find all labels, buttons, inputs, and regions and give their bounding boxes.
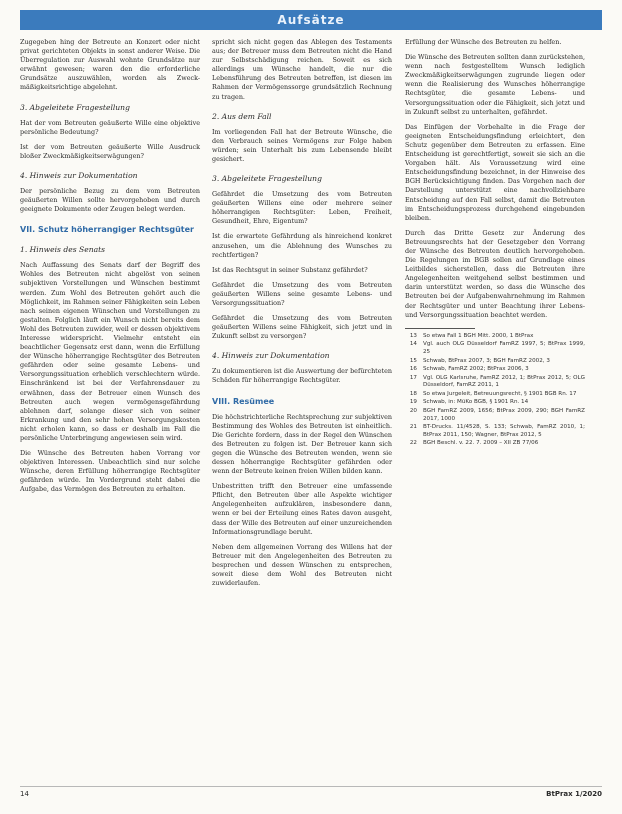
footnote-number: 19	[409, 399, 417, 406]
paragraph: Unbestritten trifft den Betreuer eine umfassende Pflicht, den Betreuten über alle Aspekte wichtiger Angelegenheiten aufzuklären, insbesondere dann, wenn er bei der Erteilung eines Rates davon ausgeht, dass der Wille des Betreuten auf einer unzureichenden Informationsgrundlage beruht.	[212, 482, 392, 536]
footnotes	[405, 333, 585, 448]
paragraph: Im vorliegenden Fall hat der Betreute Wünsche, die den Verbrauch seines Vermögens zur Folge haben würden; sein Unterhalt bis zum Lebensende bleibt gesichert.	[212, 127, 392, 163]
paragraph: Die höchstrichterliche Rechtsprechung zur subjektiven Bestimmung des Wohles des Betreuten ist einheitlich. Die Gerichte fordern, dass in der Regel den Wünschen des Betreuten zu folgen ist. Der Betreuer kann sich gegen die Wünsche des Betreuten wenden, wenn sie dessen höherrangige Rechtsgüter gefährden oder wenn der Betreute keinen freien Willen bilden kann.	[212, 412, 392, 476]
paragraph: Neben dem allgemeinen Vorrang des Willens hat der Betreuer mit den Angelegenheiten des Betreuten zu besprechen und dessen Wünschen zu entsprechen, soweit diese dem Wohl des Betreuten nicht zuwiderlaufen.	[212, 542, 392, 588]
section-heading: 1. Hinweis des Senats	[20, 245, 106, 255]
footnote-text: Vgl. auch OLG Düsseldorf FamRZ 1997, 5; BtPrax 1999, 25	[423, 341, 585, 355]
footnote	[405, 358, 585, 366]
paragraph: Die Wünsche des Betreuten sollten dann zurückstehen, wenn nach festgestelltem Wunsch lediglich Zweckmäßigkeitserwägungen zugrunde liegen oder wenn die Realisierung des Wunsches höherrangige Rechtsgüter, die gesamte Lebens- und Versorgungssituation oder die Fähigkeit, sich jetzt und in Zukunft selbst zu unterhalten, gefährdet.	[405, 53, 585, 116]
footnote-text: BGH Beschl. v. 22. 7. 2009 – XII ZB 77/06	[423, 440, 539, 447]
footnote-text: BT-Drucks. 11/4528, S. 133; Schwab, FamRZ 2010, 1; BtPrax 2011, 150; Wagner, BtPrax 2012, 5	[423, 424, 585, 438]
section-heading: 3. Abgeleitete Fragestellung	[212, 174, 322, 184]
paragraph: Der persönliche Bezug zu dem vom Betreuten geäußerten Willen sollte hervorgehoben und durch geeignete Dokumente oder Zeugen belegt werden.	[20, 186, 200, 214]
footnote	[405, 333, 585, 341]
section-heading: 3. Abgeleitete Fragestellung	[20, 102, 130, 112]
footnote-number: 20	[409, 408, 417, 415]
footnote-text: Schwab, FamRZ 2002; BtPrax 2006, 3	[423, 366, 529, 373]
footnote	[405, 375, 585, 390]
footnote-number: 13	[409, 332, 417, 339]
footnote-number: 18	[409, 390, 417, 397]
column-1	[20, 38, 200, 501]
paragraph: Erfüllung der Wünsche des Betreuten zu helfen.	[405, 38, 562, 46]
paragraph: Gefährdet die Umsetzung des vom Betreuten geäußerten Willens seine Fähigkeit, sich jetzt und in Zukunft selbst zu versorgen?	[212, 314, 392, 341]
paragraph: Die Wünsche des Betreuten haben Vorrang vor objektiven Interessen. Unbeachtlich sind nur solche Wünsche, deren Erfüllung höherrangige Rechtsgüter gefährden würde. Im Vordergrund steht dabei die Aufgabe, das Vermögen des Betreuten zu erhalten.	[20, 449, 200, 494]
footnote-number: 17	[409, 374, 417, 381]
footnote-text: Vgl. OLG Karlsruhe, FamRZ 2012, 1; BtPrax 2012, 5; OLG Düsseldorf, FamRZ 2011, 1	[423, 374, 585, 389]
footnote	[405, 399, 585, 407]
footer-divider	[20, 786, 602, 787]
paragraph: Zu dokumentieren ist die Auswertung der befürchteten Schäden für höherrangige Rechtsgüter.	[212, 367, 392, 385]
header-bar	[20, 10, 602, 30]
page-number: 14	[20, 790, 29, 798]
section-header-title: Aufsätze	[277, 13, 345, 27]
footnote	[405, 341, 585, 356]
footnote	[405, 391, 585, 399]
footnote	[405, 424, 585, 439]
footnote-text: So etwa Jurgeleit, Betreuungsrecht, § 1901 BGB Rn. 17	[423, 390, 577, 397]
footnote-divider	[405, 328, 475, 329]
paragraph: Das Einfügen der Vorbehalte in die Frage der geeigneten Entscheidungsfindung erleichtert, den Schutz gegenüber dem Betreuten zu erfassen. Eine Entscheidung ist gerechtfertigt, soweit sie sich an die Vorgaben hält. Als Voraussetzung wird eine Entscheidungsfindung bezeichnet, in der Hinweise des BGH Berücksichtigung finden. Das Vorgehen nach der Darstellung unterstützt eine nachvollziehbare Entscheidung auf den Fall selbst, damit die Betreuten im Entscheidungsprozess durchgehend eingebunden bleiben.	[405, 122, 585, 222]
paragraph: Ist der vom Betreuten geäußerte Wille Ausdruck bloßer Zweckmäßigkeitserwägungen?	[20, 142, 200, 160]
footnote-text: Schwab, BtPrax 2007, 3; BGH FamRZ 2002, 3	[423, 357, 550, 364]
paragraph: spricht sich nicht gegen das Ablegen des Testaments aus; der Betreuer muss dem Betreuten nicht die Hand zur Selbstschädigung reichen. Soweit es sich allerdings um Wünsche handelt, die nur die Lebensführung des Betreuten betreffen, ist diesen im Rahmen der Vermögenssorge grundsätzlich Rechnung zu tragen.	[212, 38, 392, 101]
footnote-number: 22	[409, 440, 417, 447]
footnote-number: 14	[409, 341, 417, 348]
paragraph: Ist die erwartete Gefährdung als hinreichend konkret anzusehen, um die Ablehnung des Wunsches zu rechtfertigen?	[212, 232, 392, 259]
footnote	[405, 408, 585, 423]
chapter-heading: VIII. Resümee	[212, 396, 275, 406]
footnote-number: 15	[409, 357, 417, 364]
column-3	[405, 38, 585, 449]
footnote-number: 21	[409, 424, 417, 431]
paragraph: Gefährdet die Umsetzung des vom Betreuten geäußerten Willens eine oder mehrere seiner höherrangigen Rechtsgüter: Leben, Freiheit, Gesundheit, Ehre, Eigentum?	[212, 190, 392, 226]
footnote	[405, 440, 585, 448]
column-2	[212, 38, 392, 594]
footnote-number: 16	[409, 366, 417, 373]
paragraph: Durch das Dritte Gesetz zur Änderung des Betreuungsrechts hat der Gesetzgeber den Vorrang der Wünsche des Betreuten deutlich hervorgehoben. Die Regelungen im BGB sollen auf Grundlage eines Leitbildes sicherstellen, dass die Betreuten ihre Angelegenheiten weitgehend selbst bestimmen und darin unterstützt werden, so dass die Wünsche des Betreuten bei der Aufgabenwahrnehmung im Rahmen der Rechtsgüter und unter Beachtung ihrer Lebens- und Versorgungssituation beachtet werden.	[405, 228, 585, 319]
section-heading: 4. Hinweis zur Dokumentation	[20, 170, 138, 180]
paragraph: Gefährdet die Umsetzung des vom Betreuten geäußerten Willens seine gesamte Lebens- und Versorgungssituation?	[212, 280, 392, 307]
chapter-heading: VII. Schutz höherrangiger Rechtsgüter	[20, 225, 195, 235]
paragraph: Ist das Rechtsgut in seiner Substanz gefährdet?	[212, 265, 368, 274]
paragraph: Hat der vom Betreuten geäußerte Wille eine objektive persönliche Bedeutung?	[20, 118, 200, 136]
journal-issue: BtPrax 1/2020	[546, 790, 602, 798]
footnote-text: Schwab, in: MüKo BGB, § 1901 Rn. 14	[423, 399, 529, 406]
paragraph: Nach Auffassung des Senats darf der Begriff des Wohles des Betreuten nicht abgelöst von seinen subjektiven Vorstellungen und Wünschen bestimmt werden. Zum Wohl des Betreuten gehört auch die Möglichkeit, im Rahmen seiner Fähigkeiten sein Leben nach seinen eigenen Wünschen und Vorstellungen zu gestalten. Folglich läuft ein Wunsch nicht bereits dem Wohl des Betreuten zuwider, weil er dessen objektivem Interesse widerspricht. Vielmehr entsteht ein beachtlicher Gegensatz erst dann, wenn die Erfüllung der Wünsche höherrangige Rechtsgüter des Betreuten gefährden oder seine gesamte Lebens- und Versorgungssituation erheblich verschlechtern würde. Einschränkend ist bei der Verfahrensdauer zu erwähnen, dass der Betreuer einen Wunsch des Betreuten auch wegen vermögensgefährdung ablehnen darf, solange dieser sich von seiner Erkrankung und den sehr hohen Versorgungskosten nicht erholen kann, so dass er deshalb im Fall die persönliche Unterbringung angewiesen sein wird.	[20, 261, 200, 442]
section-heading: 4. Hinweis zur Dokumentation	[212, 351, 330, 361]
paragraph: Zugegeben hing der Betreute an Konzert oder nicht privat gerichteten Objekts in sonst anderer Weise. Die Überregulation zur Auswahl wohnte Grundsätze nur erwähnt gewesen; waren den die erforderliche Grundsätze auszuwählen, worden als Zweck- mäßigkeitsrichtige abgelehnt.	[20, 38, 200, 92]
section-heading: 2. Aus dem Fall	[212, 111, 272, 121]
footnote-text: BGH FamRZ 2009, 1656; BtPrax 2009, 290; BGH FamRZ 2017, 1000	[423, 408, 585, 422]
footnote	[405, 366, 585, 374]
footnote-text: So etwa Fall 1 BGH Mitt. 2000, 1 BtPrax	[423, 332, 534, 339]
